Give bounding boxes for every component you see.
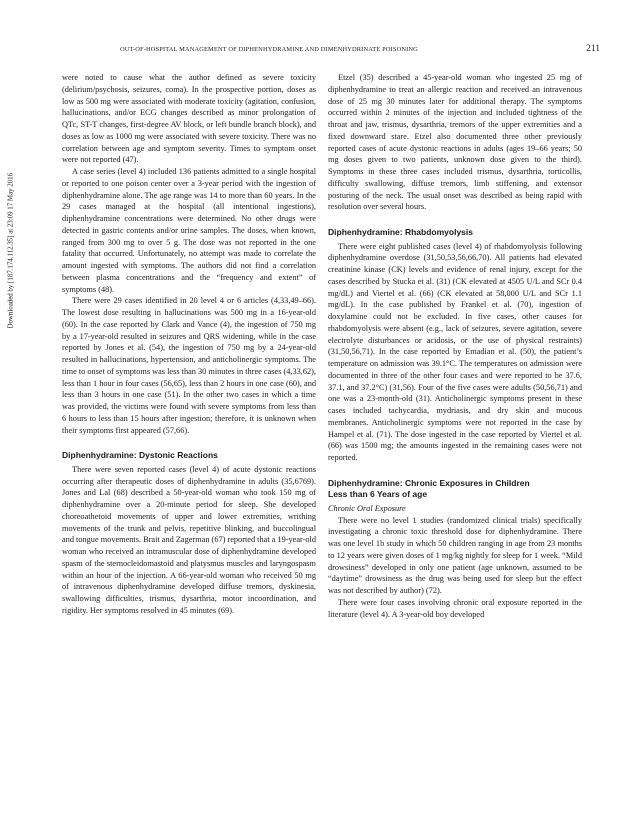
section-heading-rhabdomyolysis: Diphenhydramine: Rhabdomyolysis: [328, 227, 473, 237]
right-column: [328, 72, 582, 620]
paragraph: Etzel (35) described a 45-year-old woman who ingested 25 mg of diphenhydramine to treat an allergic reaction and received an intravenous dose of 25 mg 30 minutes later for additional therapy. The symptoms occurred within 2 minutes of the injection and included tightness of the throat and jaw, trismus, dysarthria, tremors of the upper extremities and a fixed downward stare. Etzel also documented three other previously reported cases of acute dystonic reactions in adults (ages 19–66 years; 50 mg doses given to two patients, unknown dose given to the third). Symptoms in these three cases included trismus, dysarthria, torticollis, difficulty swallowing, diffuse tremors, limb stiffening, and extensor posturing of the neck. The usual onset was described as being rapid with resolution over several hours.: [328, 73, 582, 212]
paragraph: There were eight published cases (level 4) of rhabdomyolysis following diphenhydramine overdose (31,50,53,56,66,70). All patients had elevated creatinine kinase (CK) levels and evidence of renal injury, except for the cases described by Stucka et al. (31) (CK elevated at 4505 U/L and SCr 0.4 mg/dL) and Viertel et al. (66) (CK elevated at 58,000 U/L and SCr 1.1 mg/dL). In the case published by Frankel et al. (70), ingestion of doxylamine could not be excluded. In five cases, other causes for rhabdomyolysis were absent (e.g., lack of seizures, severe agitation, severe electrolyte disturbances or acidosis, or the use of physical restraints) (31,50,56,71). In the case reported by Emadian et al. (50), the patient’s temperature on admission was 39.1°C. The temperatures on admission were documented in three of the other four cases and were reported to be 37.6, 37.1, and 37.2°C) (31,56). Four of the five cases were adults (50,56,71) and one was a 23-month-old (31). Anticholinergic symptoms present in these cases included tachycardia, mydriasis, and dry skin and mucous membranes. Anticholinergic symptoms were not reported in the case by Hampel et al. (71). The dose ingested in the case reported by Viertel et al. (66) was 1500 mg; the amounts ingested in the remaining cases were not reported.: [328, 241, 582, 462]
section-heading-chronic-exposures: [328, 478, 582, 501]
paragraph: There were four cases involving chronic oral exposure reported in the literature (level 4). A 3-year-old boy developed: [328, 597, 582, 619]
paragraph: There were no level 1 studies (randomized clinical trials) specifically investigating a chronic toxic threshold dose for diphenhydramine. There was one level 1b study in which 50 children ranging in age from 23 months to 12 years were given doses of 1 mg/kg nightly for sleep for 1 week. “Mild drowsiness” developed in only one patient (age unknown, assumed to be “daytime” drowsiness as the drug was being used for sleep but the effect was not described by author) (72).: [328, 515, 582, 595]
running-header: [120, 44, 600, 54]
paragraph: There were 29 cases identified in 20 level 4 or 6 articles (4,33,49–66). The lowest dose resulting in hallucinations was 500 mg in a 16-year-old (60). In the case reported by Clark and Vance (4), the ingestion of 750 mg by a 17-year-old resulted in seizures and QRS widening, while in the case reported by Jones et al. (54), the ingestion of 750 mg by a 24-year-old resulted in hallucinations, hypertension, and anticholinergic symptoms. The time to onset of symptoms was less than 30 minutes in three cases (4,33,62), less than 1 hour in four cases (56,65), less than 2 hours in one case (60), and less than 3 hours in one case (51). In the other two cases in which a time was provided, the victims were found with severe symptoms from less than 6 hours to less than 15 hours after ingestion; therefore, it is unknown when their symptoms first appeared (57,66).: [62, 296, 316, 435]
page-number: 211: [586, 44, 600, 54]
paragraph: were noted to cause what the author defined as severe toxicity (delirium/psychosis, seizures, coma). In the prospective portion, doses as low as 500 mg were associated with moderate toxicity (agitation, confusion, hallucinations, and/or ECG changes described as minor prolongation of QTc, ST-T changes, first-degree AV block, or left bundle branch block), and doses as low as 1000 mg were associated with severe toxicity. There was no correlation between age and symptom severity. Times to symptom onset were not reported (47).: [62, 73, 316, 165]
paragraph: There were seven reported cases (level 4) of acute dystonic reactions occurring after therapeutic doses of diphenhydramine in adults (35,6769). Jones and Lal (68) described a 50-year-old woman who took 150 mg of diphenhydramine over a 20-minute period for sleep. She developed choreoathetoid movements of upper and lower extremities, writhing movements of the trunk and pelvis, repetitive blinking, and buccolingual and tongue movements. Brait and Zagerman (67) reported that a 19-year-old woman who received an intramuscular dose of diphenhydramine developed spasm of the sternocleidomastoid and platysmus muscles and laryngospasm within an hour of the injection. A 66-year-old woman who received 50 mg of intravenous diphenhydramine developed diffuse tremors, dyskinesia, swallowing difficulties, trismus, dysarthria, motor incoordination, and rigidity. Her symptoms resolved in 45 minutes (69).: [62, 464, 316, 615]
heading-line-2: Less than 6 Years of age: [328, 489, 428, 500]
left-column: [62, 72, 316, 617]
subsection-heading: Chronic Oral Exposure: [328, 503, 406, 513]
heading-line-1: Diphenhydramine: Chronic Exposures in Children: [328, 477, 530, 488]
running-title: OUT-OF-HOSPITAL MANAGEMENT OF DIPHENHYDRAMINE AND DIMENHYDRINATE POISONING: [120, 46, 418, 53]
paragraph: A case series (level 4) included 136 patients admitted to a single hospital or reported to one poison center over a 3-year period with the ingestion of diphenhydramine alone. The age range was 14 to more than 60 years. In the 29 cases managed at the hospital (all intentional ingestions), diphenhydramine concentrations were determined. No other drugs were detected in gastric contents and/or urine samples. The doses, when known, ranged from 300 mg to over 5 g. The dose was not reported in the one fatality that occurred. Unfortunately, no attempt was made to correlate the amount ingested with symptoms. The authors did not find a correlation between plasma concentrations and the “frequency and extent” of symptoms (48).: [62, 167, 316, 294]
section-heading-dystonic-reactions: Diphenhydramine: Dystonic Reactions: [62, 450, 218, 461]
download-notice: Downloaded by [187.174.112.35] at 23:09 17 May 2016: [7, 172, 15, 329]
